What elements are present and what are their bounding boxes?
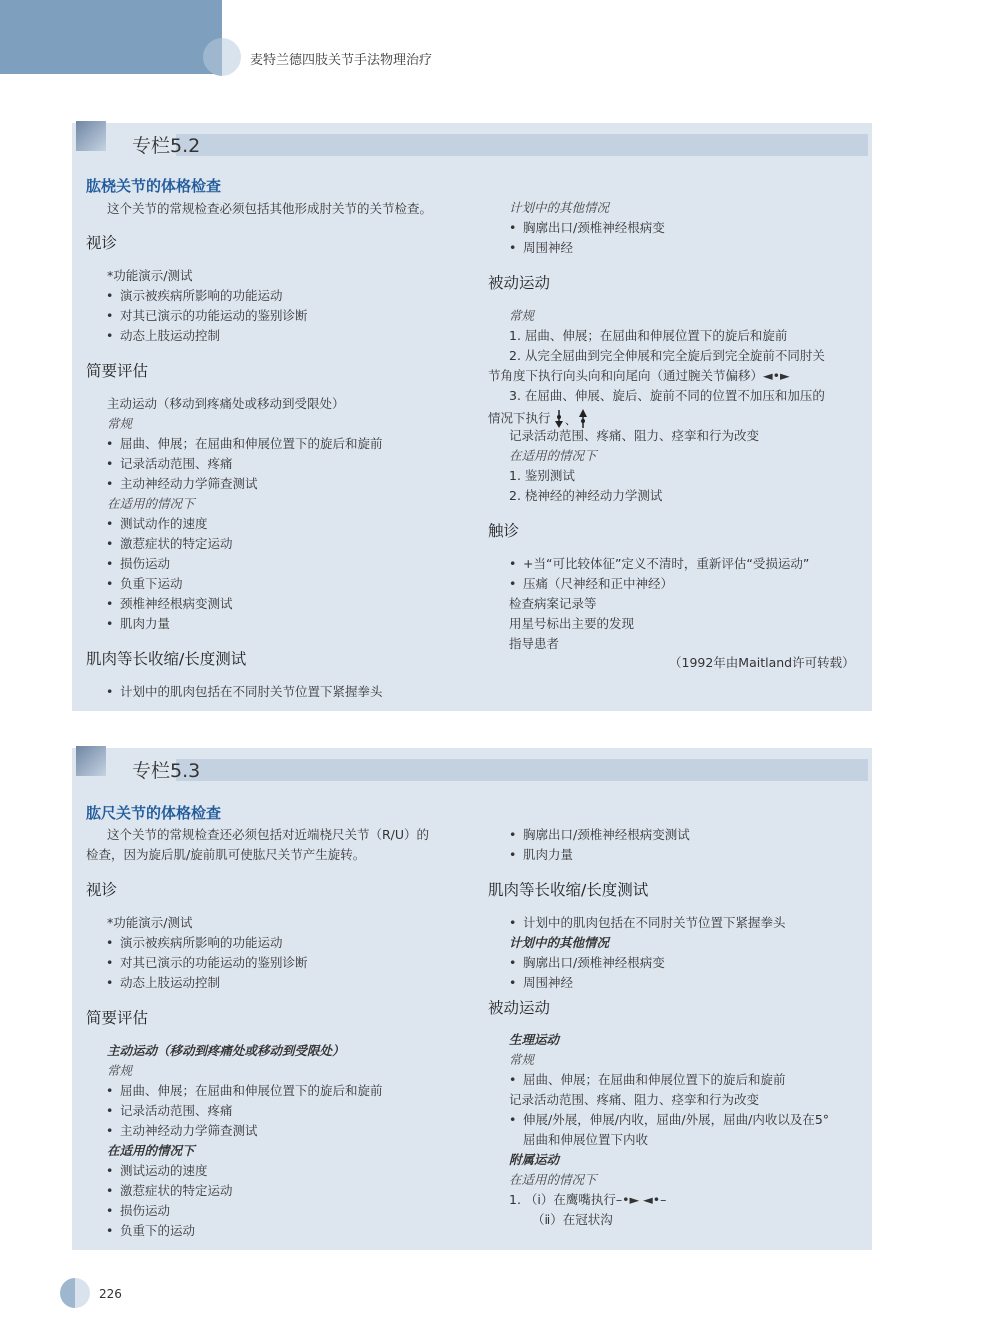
heading-isometric: 肌肉等长收缩/长度测试 bbox=[488, 881, 649, 899]
box-square-ornament bbox=[76, 746, 106, 776]
routine-label: 常规 bbox=[107, 416, 133, 431]
list-item: • 肌肉力量 bbox=[523, 847, 573, 863]
box-title-bar bbox=[176, 134, 868, 156]
palpation-note: 指导患者 bbox=[509, 636, 560, 651]
list-item: • 周围神经 bbox=[523, 240, 573, 256]
heading-isometric: 肌肉等长收缩/长度测试 bbox=[86, 650, 247, 668]
list-item: • 演示被疾病所影响的功能运动 bbox=[120, 288, 283, 304]
applicable-label: 在适用的情况下 bbox=[509, 1172, 597, 1187]
passive-step-1: 1. 屈曲、伸展；在屈曲和伸展位置下的旋后和旋前 bbox=[509, 328, 788, 343]
list-item: • 测试运动的速度 bbox=[120, 1163, 208, 1179]
active-movement-label: 主动运动（移动到疼痛处或移动到受限处） bbox=[107, 396, 345, 411]
accessory-item-2: （ⅱ）在冠状沟 bbox=[532, 1212, 613, 1227]
routine-label: 常规 bbox=[509, 308, 535, 323]
box-title-bar bbox=[176, 759, 868, 781]
list-item: • 对其已演示的功能运动的鉴别诊断 bbox=[120, 955, 308, 971]
heading-inspection: 视诊 bbox=[86, 234, 118, 252]
box-square-ornament bbox=[76, 121, 106, 151]
heading-brief-assessment: 简要评估 bbox=[86, 1009, 149, 1027]
list-item: • 动态上肢运动控制 bbox=[120, 328, 220, 344]
list-item: • 演示被疾病所影响的功能运动 bbox=[120, 935, 283, 951]
list-item: • 胸廓出口/颈椎神经根病变 bbox=[523, 220, 665, 236]
heading-palpation: 触诊 bbox=[488, 522, 520, 540]
running-header-title: 麦特兰德四肢关节手法物理治疗 bbox=[250, 53, 433, 68]
function-demo-label: *功能演示/测试 bbox=[107, 268, 193, 283]
heading-passive-movement: 被动运动 bbox=[488, 999, 551, 1017]
header-circle-ornament bbox=[203, 38, 241, 76]
box-intro-cont: 检查，因为旋后肌/旋前肌可使肱尺关节产生旋转。 bbox=[86, 847, 366, 862]
up-down-arrows-icon bbox=[555, 408, 591, 430]
box-intro: 这个关节的常规检查还必须包括对近端桡尺关节（R/U）的 bbox=[107, 827, 430, 842]
passive-step-3-cont bbox=[488, 408, 591, 430]
planned-other-label: 计划中的其他情况 bbox=[509, 935, 610, 950]
list-item: • 负重下运动 bbox=[120, 576, 183, 592]
passive-step-2: 2. 从完全屈曲到完全伸展和完全旋后到完全旋前不同肘关 bbox=[509, 348, 825, 363]
passive-applicable-2: 2. 桡神经的神经动力学测试 bbox=[509, 488, 663, 503]
list-item: • 屈曲、伸展；在屈曲和伸展位置下的旋后和旋前 bbox=[120, 1083, 383, 1099]
list-item: • 计划中的肌肉包括在不同肘关节位置下紧握拳头 bbox=[120, 684, 383, 700]
heading-inspection: 视诊 bbox=[86, 881, 118, 899]
list-item-cont: 屈曲和伸展位置下内收 bbox=[523, 1132, 649, 1147]
box-title: 肱尺关节的体格检查 bbox=[86, 804, 222, 822]
accessory-label: 附属运动 bbox=[509, 1152, 560, 1167]
passive-applicable-1: 1. 鉴别测试 bbox=[509, 468, 575, 483]
accessory-item-1: 1. （ⅰ）在鹰嘴执行–•► ◄•– bbox=[509, 1192, 667, 1207]
active-movement-label: 主动运动（移动到疼痛处或移动到受限处） bbox=[107, 1043, 345, 1058]
heading-brief-assessment: 简要评估 bbox=[86, 362, 149, 380]
svg-text:、: 、 bbox=[564, 414, 576, 427]
palpation-note: 用星号标出主要的发现 bbox=[509, 616, 635, 631]
palpation-note: 检查病案记录等 bbox=[509, 596, 597, 611]
applicable-label: 在适用的情况下 bbox=[107, 496, 195, 511]
list-item: • 屈曲、伸展；在屈曲和伸展位置下的旋后和旋前 bbox=[120, 436, 383, 452]
list-item: • 主动神经动力学筛查测试 bbox=[120, 1123, 258, 1139]
list-item: • 测试动作的速度 bbox=[120, 516, 208, 532]
list-item: • 肌肉力量 bbox=[120, 616, 170, 632]
function-demo-label: *功能演示/测试 bbox=[107, 915, 193, 930]
list-item: • 主动神经动力学筛查测试 bbox=[120, 476, 258, 492]
box-label: 专栏5.2 bbox=[132, 135, 201, 157]
passive-step-2-cont: 节角度下执行向头向和向尾向（通过腕关节偏移）◄•► bbox=[488, 368, 790, 383]
box-label: 专栏5.3 bbox=[132, 760, 201, 782]
list-item: • 对其已演示的功能运动的鉴别诊断 bbox=[120, 308, 308, 324]
list-item: • 记录活动范围、疼痛 bbox=[120, 1103, 233, 1119]
list-item: • 计划中的肌肉包括在不同肘关节位置下紧握拳头 bbox=[523, 915, 786, 931]
list-item: • 损伤运动 bbox=[120, 556, 170, 572]
list-item: • 颈椎神经根病变测试 bbox=[120, 596, 233, 612]
list-item: • +当“可比较体征”定义不清时，重新评估“受损运动” bbox=[523, 556, 809, 572]
physiological-label: 生理运动 bbox=[509, 1032, 560, 1047]
page-number: 226 bbox=[99, 1287, 122, 1301]
box-title: 肱桡关节的体格检查 bbox=[86, 177, 222, 195]
list-item: • 胸廓出口/颈椎神经根病变测试 bbox=[523, 827, 690, 843]
page-number-circle bbox=[60, 1278, 90, 1308]
planned-other-label: 计划中的其他情况 bbox=[509, 200, 610, 215]
list-item: • 周围神经 bbox=[523, 975, 573, 991]
sidebar-box-5-2 bbox=[72, 123, 872, 711]
list-item: • 屈曲、伸展；在屈曲和伸展位置下的旋后和旋前 bbox=[523, 1072, 786, 1088]
list-item: • 记录活动范围、疼痛 bbox=[120, 456, 233, 472]
list-item: • 动态上肢运动控制 bbox=[120, 975, 220, 991]
applicable-label: 在适用的情况下 bbox=[509, 448, 597, 463]
routine-label: 常规 bbox=[107, 1063, 133, 1078]
sidebar-box-5-3 bbox=[72, 748, 872, 1250]
list-item: • 胸廓出口/颈椎神经根病变 bbox=[523, 955, 665, 971]
list-item: • 压痛（尺神经和正中神经） bbox=[523, 576, 673, 592]
credit-line: （1992年由Maitland许可转载） bbox=[669, 655, 855, 670]
list-item: • 负重下的运动 bbox=[120, 1223, 195, 1239]
list-item: • 激惹症状的特定运动 bbox=[120, 536, 233, 552]
list-item: • 激惹症状的特定运动 bbox=[120, 1183, 233, 1199]
list-item: • 伸展/外展，伸展/内收，屈曲/外展，屈曲/内收以及在5° bbox=[523, 1112, 829, 1128]
passive-record: 记录活动范围、疼痛、阻力、痉挛和行为改变 bbox=[509, 428, 760, 443]
heading-passive-movement: 被动运动 bbox=[488, 274, 551, 292]
applicable-label: 在适用的情况下 bbox=[107, 1143, 195, 1158]
routine-label: 常规 bbox=[509, 1052, 535, 1067]
passive-step-3-text: 情况下执行 bbox=[488, 410, 551, 426]
passive-step-3: 3. 在屈曲、伸展、旋后、旋前不同的位置不加压和加压的 bbox=[509, 388, 825, 403]
passive-record: 记录活动范围、疼痛、阻力、痉挛和行为改变 bbox=[509, 1092, 760, 1107]
box-intro: 这个关节的常规检查必须包括其他形成肘关节的关节检查。 bbox=[107, 201, 433, 216]
list-item: • 损伤运动 bbox=[120, 1203, 170, 1219]
header-color-block bbox=[0, 0, 222, 74]
